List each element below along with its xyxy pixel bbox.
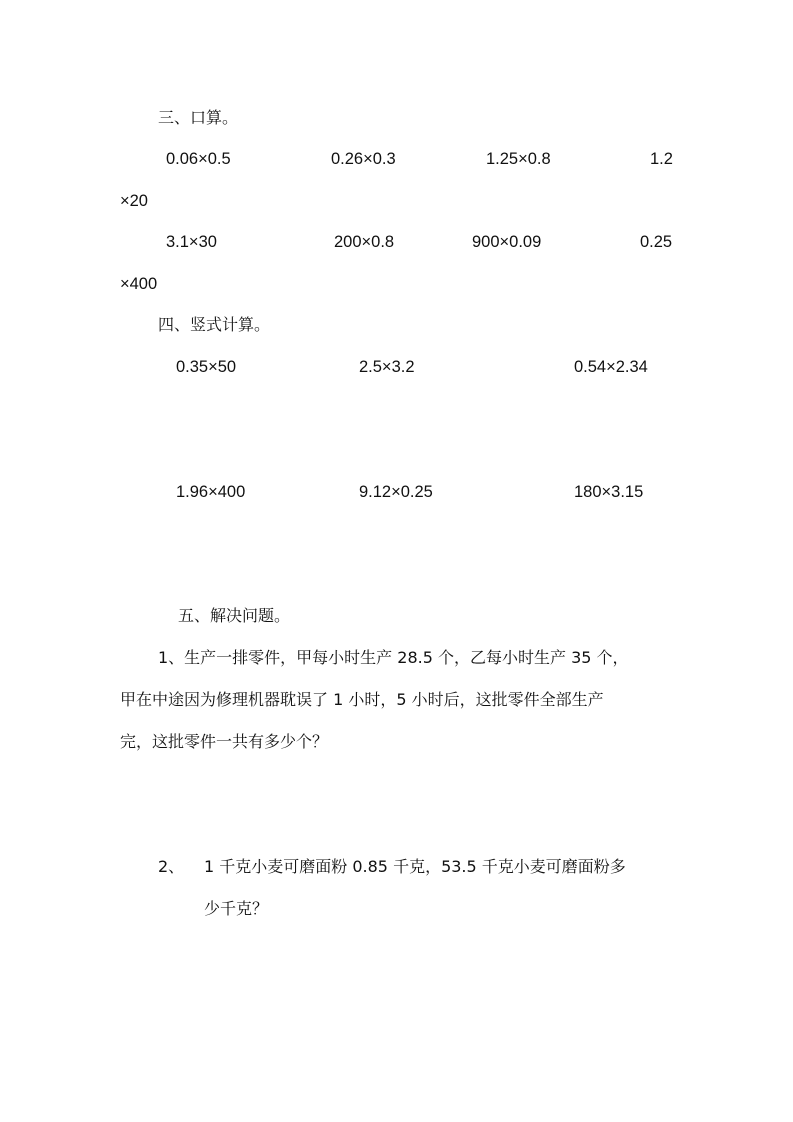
problem-1-line-2: 甲在中途因为修理机器耽误了 1 小时，5 小时后，这批零件全部生产 [120,690,604,709]
vertical-problem-2: 2.5×3.2 [359,358,415,376]
oral-problem-4: 1.2 [650,150,673,168]
section-3-title: 三、口算。 [158,108,239,127]
oral-problem-8: 0.25 [640,233,673,251]
vertical-problem-1: 0.35×50 [176,358,237,376]
vertical-problem-6: 180×3.15 [574,483,644,501]
oral-problem-3: 1.25×0.8 [486,150,551,168]
oral-problem-7: 900×0.09 [472,233,542,251]
oral-problem-5: 3.1×30 [166,233,217,251]
oral-problem-4-wrap: ×20 [120,192,148,210]
oral-problem-1: 0.06×0.5 [166,150,231,168]
vertical-problem-5: 9.12×0.25 [359,483,433,501]
oral-problem-6: 200×0.8 [334,233,395,251]
vertical-problem-3: 0.54×2.34 [574,358,648,376]
problem-1-line-1: 1、生产一排零件，甲每小时生产 28.5 个，乙每小时生产 35 个， [158,648,629,667]
problem-2-line-1: 1 千克小麦可磨面粉 0.85 千克，53.5 千克小麦可磨面粉多 [204,857,626,876]
oral-problem-2: 0.26×0.3 [331,150,396,168]
oral-problem-8-wrap: ×400 [120,275,158,293]
vertical-problem-4: 1.96×400 [176,483,246,501]
problem-2-line-2: 少千克？ [204,899,269,918]
problem-1-line-3: 完，这批零件一共有多少个？ [120,732,329,751]
section-5-title: 五、解决问题。 [178,606,291,625]
section-4-title: 四、竖式计算。 [158,315,271,334]
problem-2-number: 2、 [158,857,185,876]
